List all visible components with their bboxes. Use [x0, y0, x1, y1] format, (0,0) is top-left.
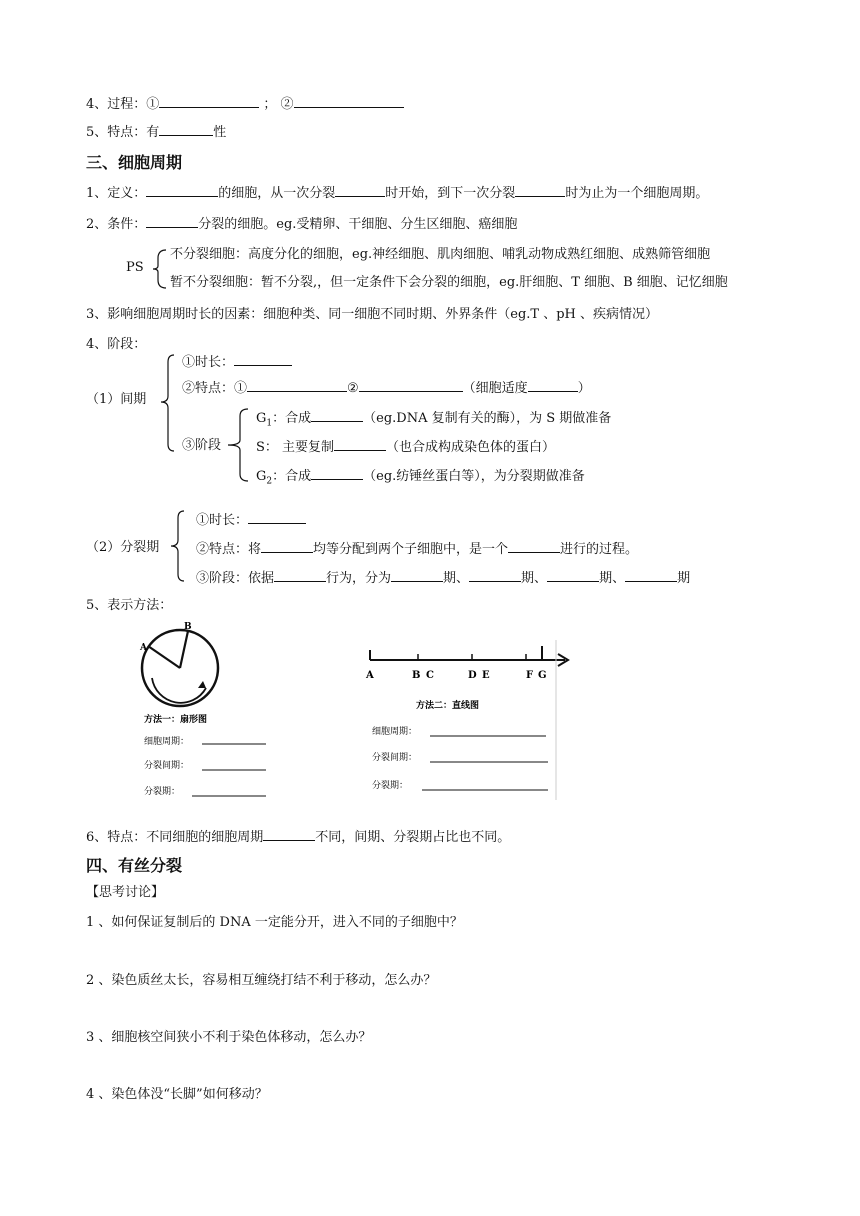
- radius-b: [180, 631, 188, 668]
- figure-line-method: [360, 640, 580, 802]
- interphase-stage-label: ③阶段: [182, 438, 222, 453]
- blank[interactable]: [528, 378, 578, 392]
- ps-brace: [150, 246, 172, 292]
- question-4: 4 、染色体没“长脚”如何移动？: [86, 1087, 268, 1102]
- blank[interactable]: [469, 568, 521, 582]
- fig1-row-2: 分裂间期：: [144, 761, 190, 771]
- process-line: 4、过程：① ； ②: [86, 94, 404, 114]
- fig2-row-1: 细胞周期：: [372, 727, 418, 737]
- fig2-tick-g: G: [538, 670, 547, 681]
- blank[interactable]: [263, 827, 315, 841]
- fig2-tick-e: E: [482, 670, 490, 681]
- blank[interactable]: [515, 183, 565, 197]
- blank[interactable]: [391, 568, 443, 582]
- ps-label: PS: [126, 260, 144, 275]
- blank[interactable]: [261, 539, 313, 553]
- feature-line: 5、特点：有 性: [86, 122, 226, 142]
- fig2-tick-b: B: [412, 670, 421, 681]
- blank[interactable]: [335, 183, 385, 197]
- blank[interactable]: [146, 214, 198, 228]
- figure-pie-method: [132, 616, 280, 806]
- interphase-label: （1）间期: [86, 392, 147, 407]
- blank[interactable]: [294, 94, 404, 108]
- blank[interactable]: [146, 183, 218, 197]
- fig1-caption: 方法一：扇形图: [144, 715, 208, 725]
- g1-line: $G_1$：合成 （eg.DNA 复制有关的酶），为 S 期做准备: [256, 408, 611, 433]
- blank[interactable]: [359, 378, 463, 392]
- fig2-tick-c: C: [426, 670, 434, 681]
- fig1-row-3: 分裂期：: [144, 787, 181, 797]
- interphase-feature: ②特点：① ② （细胞适度 ）: [182, 378, 591, 398]
- fig2-tick-f: F: [526, 670, 534, 681]
- mitotic-duration: ①时长：: [196, 510, 306, 530]
- question-2: 2 、染色质丝太长，容易相互缠绕打结不利于移动，怎么办？: [86, 973, 437, 988]
- fig2-tick-d: D: [468, 670, 477, 681]
- stages-title: 4、阶段：: [86, 337, 147, 352]
- mitotic-stage: ③阶段：依据 行为，分为 期、 期、 期、 期: [196, 568, 690, 588]
- fig1-row-1: 细胞周期：: [144, 737, 190, 747]
- fig2-row-3: 分裂期：: [372, 781, 409, 791]
- blank[interactable]: [311, 408, 363, 422]
- ps-line-1: 不分裂细胞：高度分化的细胞，eg.神经细胞、肌肉细胞、哺乳动物成熟红细胞、成熟筛管细胞: [170, 247, 711, 262]
- question-1: 1 、如何保证复制后的 DNA 一定能分开，进入不同的子细胞中？: [86, 915, 463, 930]
- blank[interactable]: [248, 510, 306, 524]
- factors-line: 3、影响细胞周期时长的因素：细胞种类、同一细胞不同时期、外界条件（eg.T 、pH 、疾病情况）: [86, 307, 659, 322]
- ps-line-2: 暂不分裂细胞：暂不分裂,，但一定条件下会分裂的细胞，eg.肝细胞、T 细胞、B 细胞、记忆细胞: [170, 275, 728, 290]
- fig2-row-2: 分裂间期：: [372, 753, 418, 763]
- cycle-feature-line: 6、特点：不同细胞的细胞周期 不同，间期、分裂期占比也不同。: [86, 827, 510, 847]
- fig1-label-a: A: [140, 643, 147, 653]
- discussion-title: 【思考讨论】: [86, 885, 165, 900]
- blank[interactable]: [334, 437, 386, 451]
- fig2-caption: 方法二：直线图: [416, 701, 480, 711]
- mitotic-brace: [168, 508, 188, 584]
- blank[interactable]: [274, 568, 326, 582]
- section-title-cell-cycle: 三、细胞周期: [86, 153, 183, 172]
- mitotic-feature: ②特点：将 均等分配到两个子细胞中，是一个 进行的过程。: [196, 539, 638, 559]
- fig1-label-b: B: [184, 622, 192, 632]
- arc-arrow-head: [198, 681, 206, 688]
- blank[interactable]: [159, 94, 259, 108]
- radius-a: [148, 646, 180, 668]
- blank[interactable]: [625, 568, 677, 582]
- question-3: 3 、细胞核空间狭小不利于染色体移动，怎么办？: [86, 1030, 372, 1045]
- blank[interactable]: [547, 568, 599, 582]
- interphase-brace: [158, 352, 178, 454]
- s-line: S： 主要复制 （也合成构成染色体的蛋白）: [256, 437, 555, 457]
- fig2-tick-a: A: [366, 670, 374, 681]
- condition-line: 2、条件： 分裂的细胞。eg.受精卵、干细胞、分生区细胞、癌细胞: [86, 214, 517, 234]
- blank[interactable]: [247, 378, 347, 392]
- blank[interactable]: [159, 122, 213, 136]
- interphase-duration: ①时长：: [182, 352, 292, 372]
- mitotic-label: （2）分裂期: [86, 540, 160, 555]
- blank[interactable]: [311, 466, 363, 480]
- stage-brace: [226, 406, 252, 484]
- g2-line: $G_2$：合成 （eg.纺锤丝蛋白等），为分裂期做准备: [256, 466, 585, 491]
- section-title-mitosis: 四、有丝分裂: [86, 856, 183, 875]
- blank[interactable]: [234, 352, 292, 366]
- methods-title: 5、表示方法：: [86, 598, 173, 613]
- definition-line: 1、定义： 的细胞，从一次分裂 时开始，到下一次分裂 时为止为一个细胞周期。: [86, 183, 708, 203]
- blank[interactable]: [508, 539, 560, 553]
